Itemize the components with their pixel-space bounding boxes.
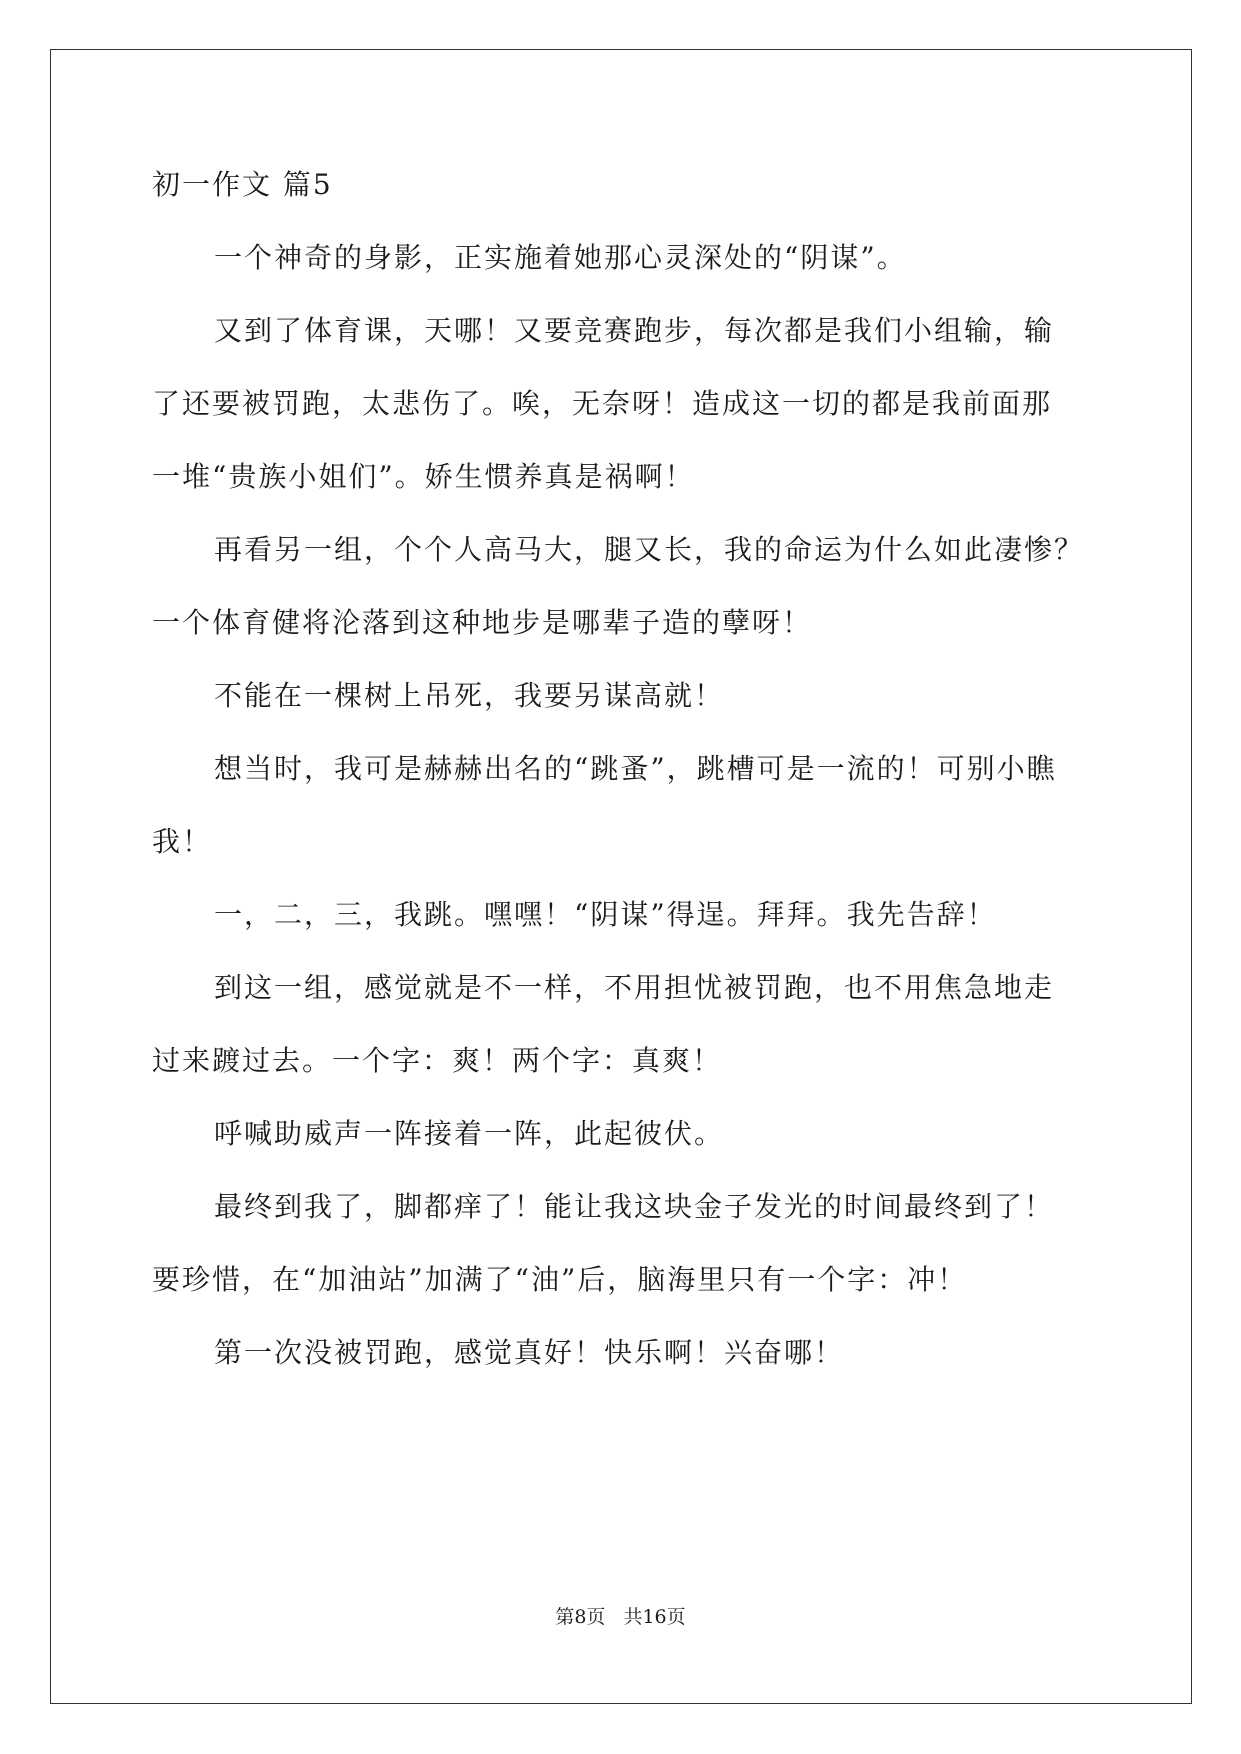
paragraph-line: 再看另一组，个个人高马大，腿又长，我的命运为什么如此凄惨？ bbox=[214, 533, 1085, 566]
paragraph-line: 一，二，三，我跳。嘿嘿！“阴谋”得逞。拜拜。我先告辞！ bbox=[214, 898, 997, 931]
paragraph-line: 一堆“贵族小姐们”。娇生惯养真是祸啊！ bbox=[152, 460, 695, 493]
paragraph-line: 又到了体育课，天哪！又要竞赛跑步，每次都是我们小组输，输 bbox=[214, 314, 1055, 347]
paragraph-line: 一个体育健将沦落到这种地步是哪辈子造的孽呀！ bbox=[152, 606, 813, 639]
page-footer bbox=[0, 1605, 1241, 1629]
paragraph-line: 过来踱过去。一个字：爽！两个字：真爽！ bbox=[152, 1044, 723, 1077]
paragraph-line: 想当时，我可是赫赫出名的“跳蚤”，跳槽可是一流的！可别小瞧 bbox=[214, 752, 1057, 785]
paragraph-line: 了还要被罚跑，太悲伤了。唉，无奈呀！造成这一切的都是我前面那 bbox=[152, 387, 1053, 420]
paragraph-line: 呼喊助威声一阵接着一阵，此起彼伏。 bbox=[214, 1117, 725, 1150]
paragraph-line: 我！ bbox=[152, 825, 213, 858]
paragraph-line: 一个神奇的身影，正实施着她那心灵深处的“阴谋”。 bbox=[214, 241, 907, 274]
paragraph-line: 不能在一棵树上吊死，我要另谋高就！ bbox=[214, 679, 725, 712]
page-number-total: 共16页 bbox=[623, 1606, 686, 1628]
paragraph-line: 第一次没被罚跑，感觉真好！快乐啊！兴奋哪！ bbox=[214, 1336, 845, 1369]
page-number-current: 第8页 bbox=[555, 1606, 606, 1628]
page-border bbox=[50, 49, 1192, 1704]
document-title: 初一作文 篇5 bbox=[152, 168, 333, 201]
paragraph-line: 到这一组，感觉就是不一样，不用担忧被罚跑，也不用焦急地走 bbox=[214, 971, 1055, 1004]
paragraph-line: 最终到我了，脚都痒了！能让我这块金子发光的时间最终到了！ bbox=[214, 1190, 1055, 1223]
paragraph-line: 要珍惜，在“加油站”加满了“油”后，脑海里只有一个字：冲！ bbox=[152, 1263, 968, 1296]
